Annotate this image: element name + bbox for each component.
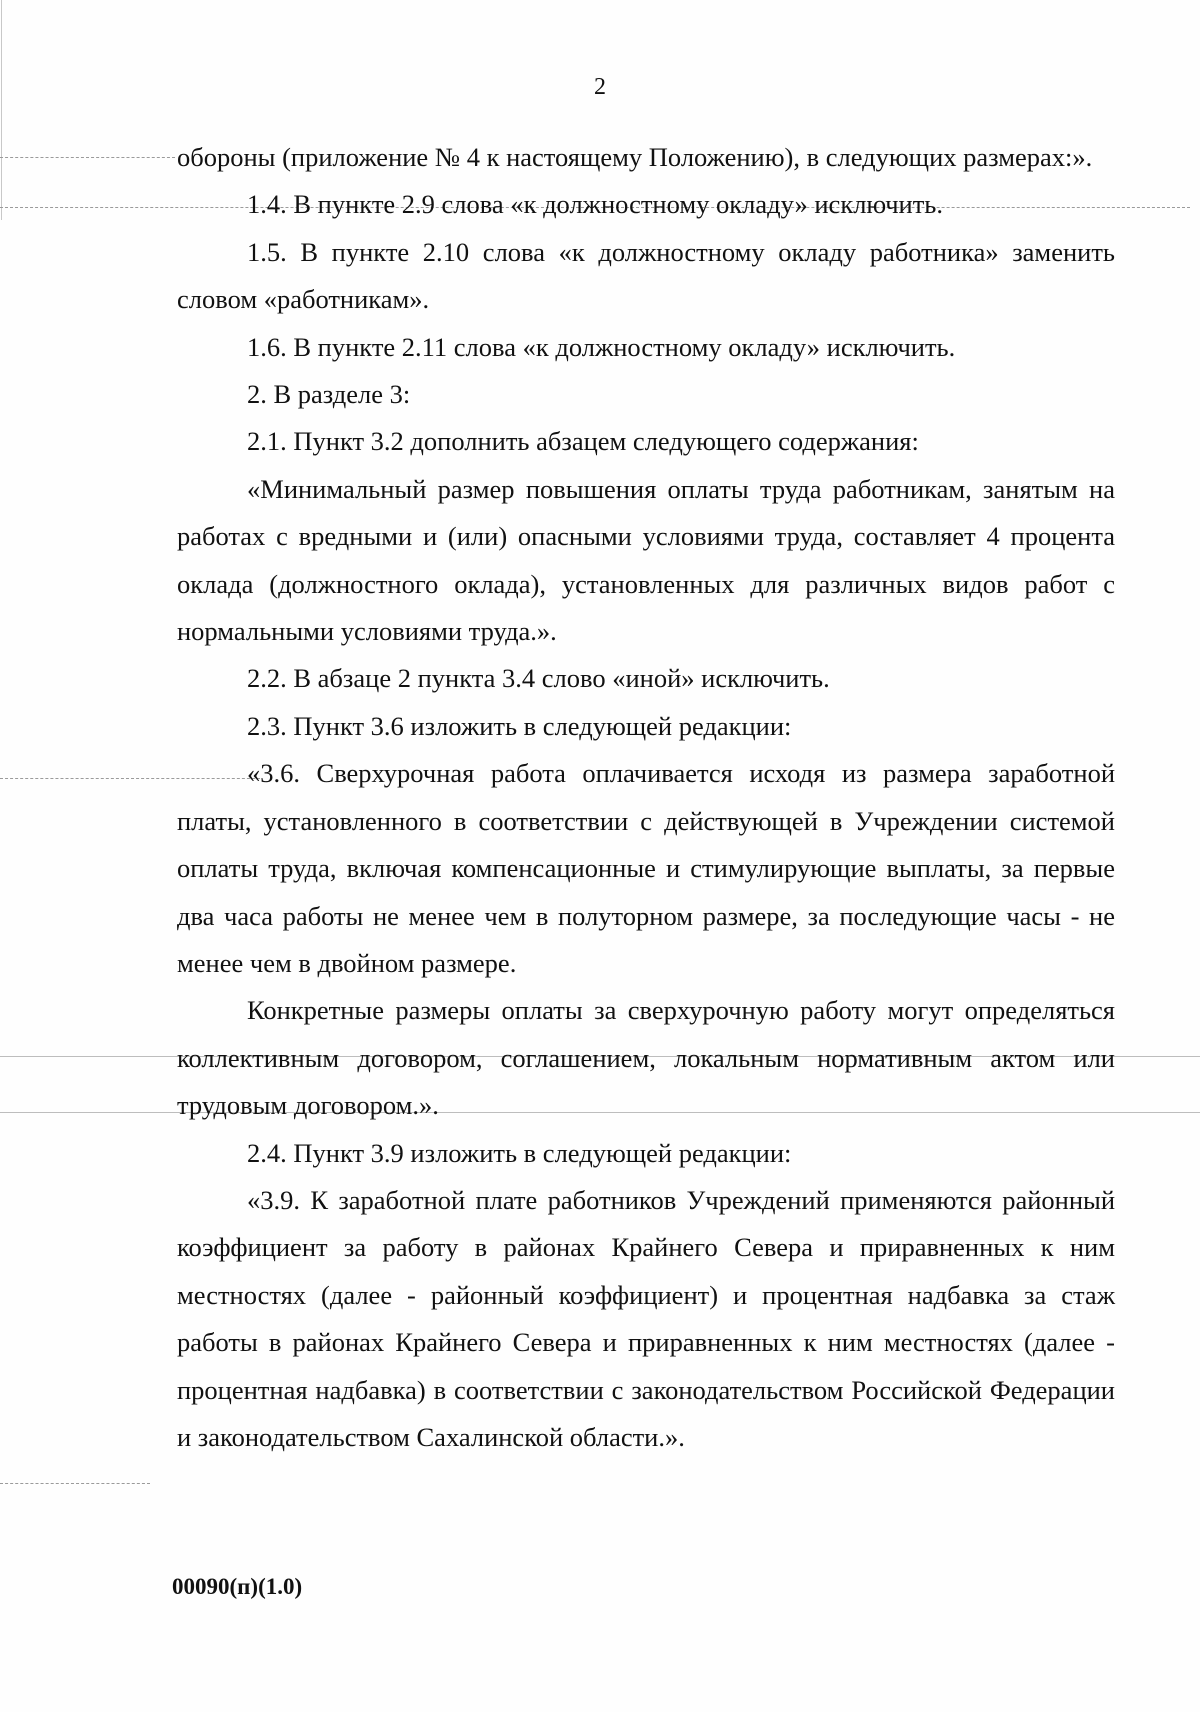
paragraph: 1.6. В пункте 2.11 слова «к должностному окладу» исключить. <box>247 331 956 362</box>
paragraph: 2. В разделе 3: <box>247 379 411 410</box>
paragraph: 2.4. Пункт 3.9 изложить в следующей редакции: <box>247 1137 792 1168</box>
paragraph: обороны (приложение № 4 к настоящему Положению), в следующих размерах:». <box>177 142 1093 172</box>
page-number: 2 <box>594 74 606 100</box>
paragraph: 1.5. В пункте 2.10 слова «к должностному окладу работника» заменить словом «работникам». <box>177 236 1115 315</box>
paragraph: «3.9. К заработной плате работников Учреждений применяются районный коэффициент за работу в районах Крайнего Севера и приравненных к ним местностях (далее - районный коэффициент) и процентная надбавка за стаж работы в районах Крайнего Севера и приравненных к ним местностях (далее - процентная надбавка) в соответствии с законодательством Российской Федерации и законодательством Сахалинской области.». <box>177 1184 1115 1452</box>
paragraph: 2.2. В абзаце 2 пункта 3.4 слово «иной» исключить. <box>247 663 830 694</box>
document-code: 00090(п)(1.0) <box>172 1574 303 1599</box>
scan-artifact-line <box>0 1483 150 1484</box>
paragraph: «Минимальный размер повышения оплаты труда работникам, занятым на работах с вредными и (или) опасными условиями труда, составляет 4 процента оклада (должностного оклада), установленных для различных видов работ с нормальными условиями труда.». <box>177 473 1115 647</box>
paragraph: 2.3. Пункт 3.6 изложить в следующей редакции: <box>247 710 792 741</box>
paragraph: Конкретные размеры оплаты за сверхурочную работу могут определяться коллективным договором, соглашением, локальным нормативным актом или трудовым договором.». <box>177 995 1115 1121</box>
document-body <box>177 134 1115 1461</box>
paragraph: 2.1. Пункт 3.2 дополнить абзацем следующего содержания: <box>247 426 919 457</box>
scan-artifact-line <box>0 157 175 158</box>
paragraph: «3.6. Сверхурочная работа оплачивается исходя из размера заработной платы, установленного в соответствии с действующей в Учреждении системой оплаты труда, включая компенсационные и стимулирующие выплаты, за первые два часа работы не менее чем в полуторном размере, за последующие часы - не менее чем в двойном размере. <box>177 758 1115 978</box>
scan-left-edge <box>1 0 2 220</box>
paragraph: 1.4. В пункте 2.9 слова «к должностному окладу» исключить. <box>247 189 944 220</box>
